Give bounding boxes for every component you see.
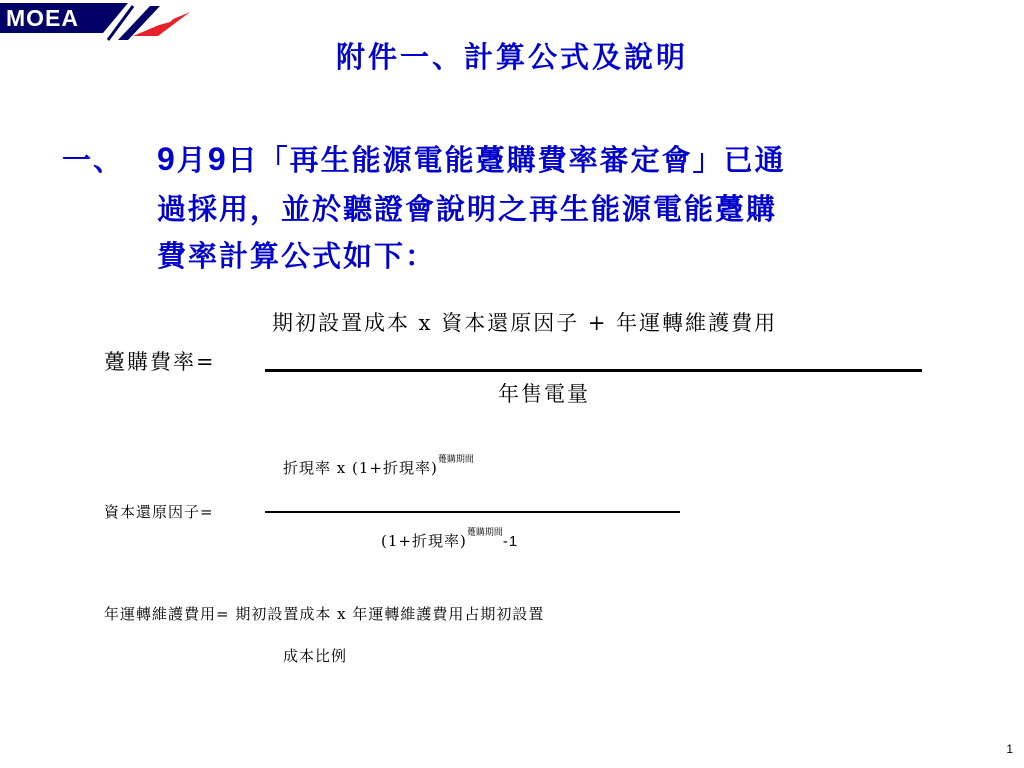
month-number: 9 bbox=[157, 141, 177, 177]
formula1-numerator: 期初設置成本 x 資本還原因子 + 年運轉維護費用 bbox=[272, 311, 778, 335]
formula2-fraction-bar bbox=[265, 511, 680, 513]
formula2-numerator-exponent: 躉購期間 bbox=[437, 455, 474, 465]
formula2-denominator bbox=[381, 530, 518, 551]
formula2-numerator bbox=[283, 457, 474, 478]
formula2-numerator-main: 折現率 x (1+折現率) bbox=[283, 459, 438, 477]
section-line-1 bbox=[157, 138, 786, 179]
formula2-lhs: 資本還原因子= bbox=[104, 503, 214, 521]
logo-text: MOEA bbox=[0, 3, 103, 33]
section-line-2: 過採用，並於聽證會說明之再生能源電能躉購 bbox=[157, 192, 778, 226]
formula2-denominator-tail: -1 bbox=[502, 533, 519, 550]
formula2-denominator-main: (1+折現率) bbox=[381, 532, 467, 550]
page-number: 1 bbox=[1006, 742, 1013, 756]
month-unit: 月 bbox=[176, 143, 208, 177]
section-line-3: 費率計算公式如下： bbox=[157, 239, 437, 273]
day-number: 9 bbox=[207, 141, 228, 177]
formula1-lhs: 躉購費率= bbox=[104, 350, 216, 374]
day-unit: 日 bbox=[227, 143, 259, 177]
section-number: 一、 bbox=[62, 143, 125, 177]
formula3-line-1: 年運轉維護費用= 期初設置成本 x 年運轉維護費用占期初設置 bbox=[104, 605, 545, 623]
formula3-line-2: 成本比例 bbox=[283, 647, 348, 665]
page-title: 附件一、計算公式及說明 bbox=[335, 40, 688, 74]
formula1-denominator: 年售電量 bbox=[498, 382, 590, 406]
formula2-denominator-exponent: 躉購期間 bbox=[466, 528, 503, 538]
formula1-fraction-bar bbox=[265, 369, 922, 372]
section-line-1-rest: 「再生能源電能躉購費率審定會」已通 bbox=[258, 143, 786, 177]
